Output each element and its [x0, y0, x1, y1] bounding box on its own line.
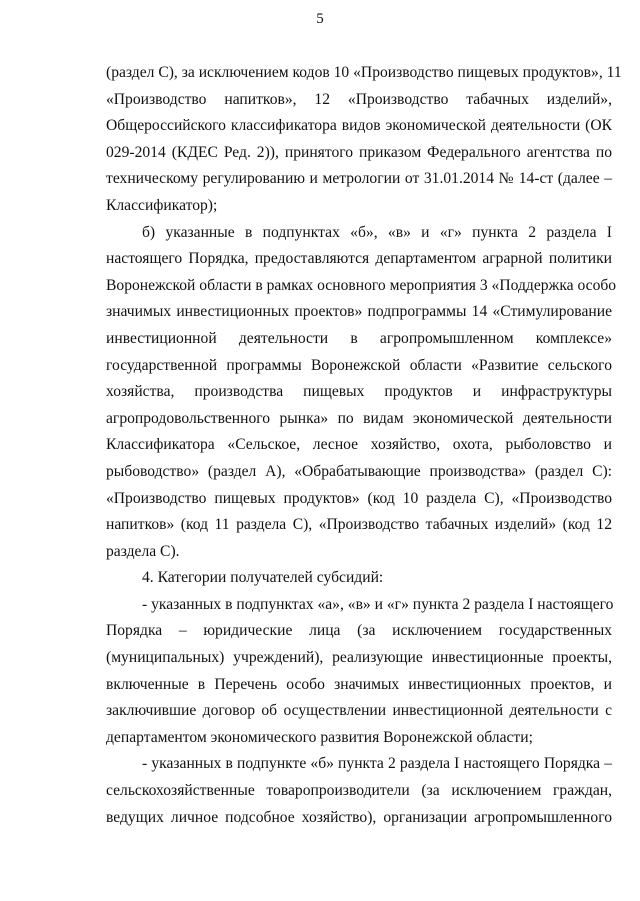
body-line: Классификатор);: [106, 196, 218, 214]
section-heading: 4. Категории получателей субсидий:: [142, 569, 384, 587]
body-line: сельскохозяйственные товаропроизводители (за исключением граждан,: [106, 782, 612, 800]
body-line: инвестиционной деятельности в агропромышленном комплексе»: [106, 329, 612, 347]
body-line: ведущих личное подсобное хозяйство), организации агропромышленного: [106, 808, 612, 826]
body-line: рыбоводство» (раздел А), «Обрабатывающие производства» (раздел С):: [106, 462, 612, 480]
body-line: раздела С).: [106, 542, 180, 560]
page-number: 5: [316, 11, 324, 27]
body-line: (муниципальных) учреждений), реализующие инвестиционные проекты,: [106, 649, 612, 667]
body-line: заключившие договор об осуществлении инвестиционной деятельности с: [106, 702, 612, 720]
body-line: «Производство напитков», 12 «Производство табачных изделий»,: [106, 90, 612, 108]
paragraph-first-line: б) указанные в подпунктах «б», «в» и «г» пункта 2 раздела I: [142, 223, 612, 241]
list-item-first-line: - указанных в подпункте «б» пункта 2 раздела I настоящего Порядка –: [142, 755, 612, 773]
body-line: напитков» (код 11 раздела С), «Производство табачных изделий» (код 12: [106, 516, 612, 534]
document-body: [106, 60, 622, 831]
body-line: техническому регулированию и метрологии от 31.01.2014 № 14-ст (далее –: [106, 170, 612, 188]
body-line: «Производство пищевых продуктов» (код 10 раздела С), «Производство: [106, 489, 612, 507]
body-line: включенные в Перечень особо значимых инвестиционных проектов, и: [106, 675, 612, 693]
body-line: хозяйства, производства пищевых продуктов и инфраструктуры: [106, 383, 612, 401]
body-line: настоящего Порядка, предоставляются департаментом аграрной политики: [106, 250, 612, 268]
body-line: 029-2014 (КДЕС Ред. 2)), принятого приказом Федерального агентства по: [106, 143, 612, 161]
body-line: (раздел С), за исключением кодов 10 «Производство пищевых продуктов», 11: [106, 64, 622, 81]
body-line: агропродовольственного рынка» по видам экономической деятельности: [106, 409, 612, 427]
body-line: Воронежской области в рамках основного мероприятия 3 «Поддержка особо: [106, 276, 617, 294]
body-line: Общероссийского классификатора видов экономической деятельности (ОК: [106, 117, 612, 135]
body-line: Классификатора «Сельское, лесное хозяйство, охота, рыболовство и: [106, 436, 612, 454]
body-line: значимых инвестиционных проектов» подпрограммы 14 «Стимулирование: [106, 303, 612, 321]
body-line: государственной программы Воронежской области «Развитие сельского: [106, 356, 612, 374]
body-line: Порядка – юридические лица (за исключением государственных: [106, 622, 612, 640]
list-item-first-line: - указанных в подпунктах «а», «в» и «г» пункта 2 раздела I настоящего: [142, 595, 614, 613]
body-line: департаментом экономического развития Воронежской области;: [106, 728, 533, 746]
